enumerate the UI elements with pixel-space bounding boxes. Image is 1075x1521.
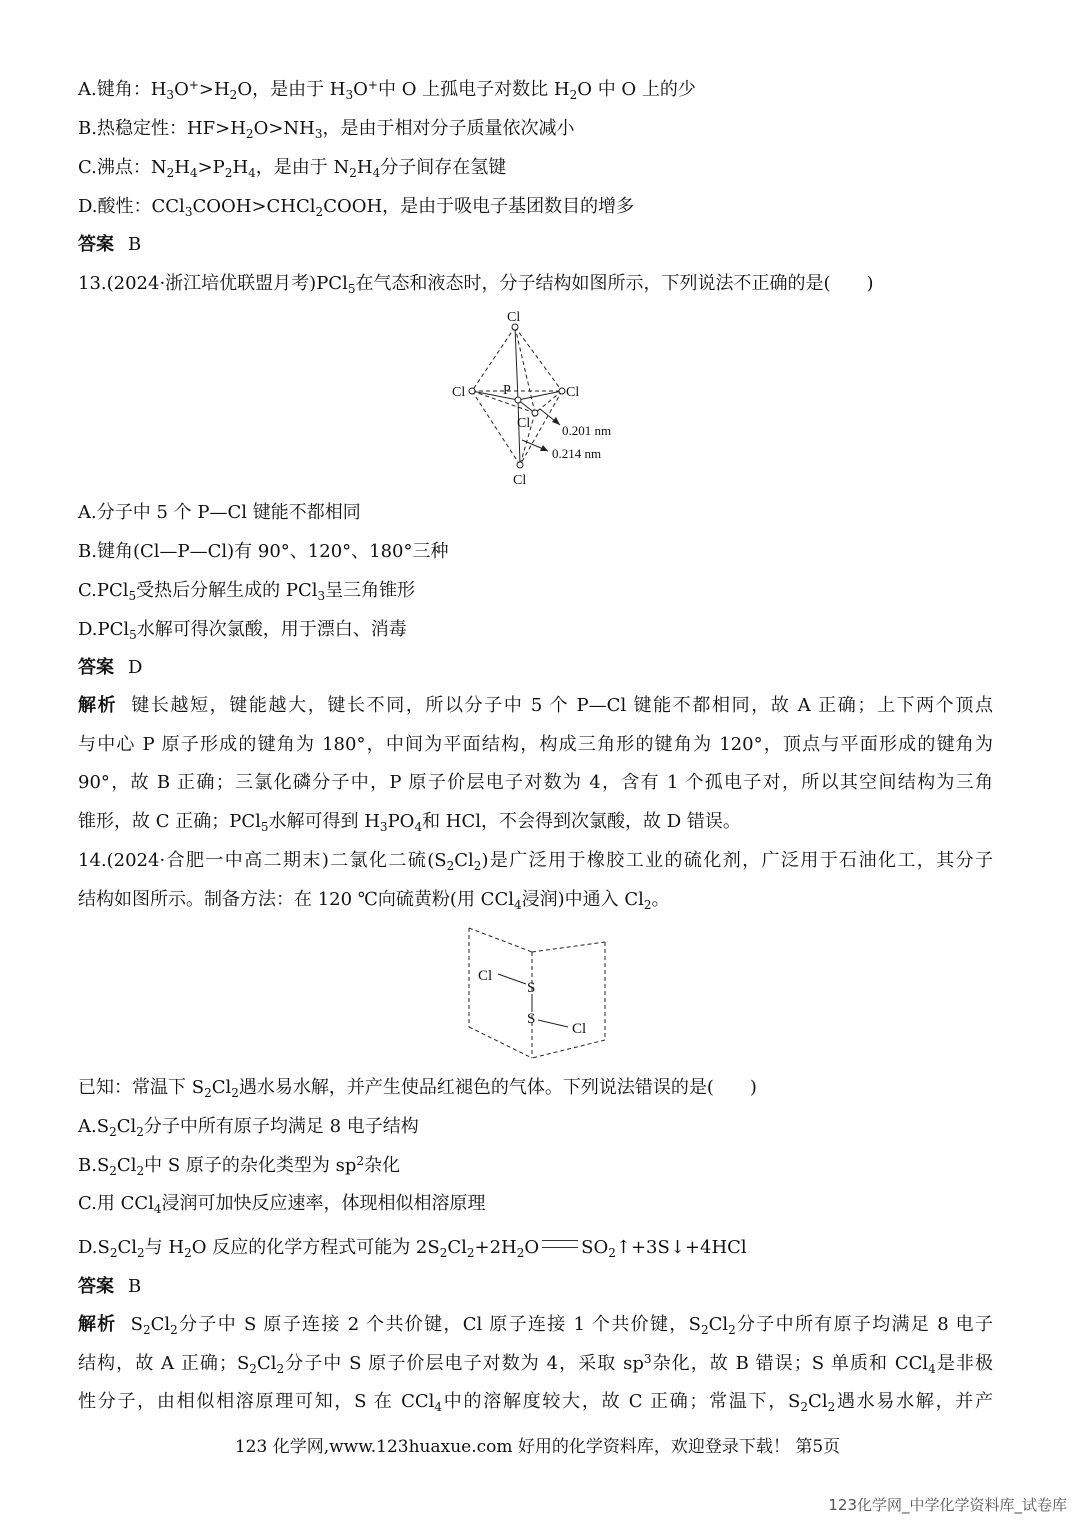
atom-label-cl-left: Cl (452, 385, 466, 400)
q14-option-d: $D.S_2Cl_2$与 $H_2O$ 反应的化学方程式可能为 $2S_2Cl_2+2H_2O$ $SO_2↑+3S↓+4HCl$ (78, 1237, 747, 1260)
atom-label-p: P (503, 383, 511, 398)
q12-option-d: D.酸性：CCl$_3$COOH>CHCl$_2$COOH，是由于吸电子基团数目的增多 (78, 196, 635, 219)
answer-value: D (128, 657, 143, 678)
q12-answer (78, 232, 141, 258)
atom-label-cl-bottom: Cl (513, 473, 527, 488)
q14-stem-line-2: 结构如图所示。制备方法：在 120 ℃向硫黄粉(用 CCl$_4$浸润)中通入 $Cl_2$。 (78, 889, 670, 912)
q14-option-a: $A.S_2Cl_2$分子中所有原子均满足 8 电子结构 (78, 1116, 419, 1139)
q13-analysis-line-2: 与中心 P 原子形成的键角为 180°，中间为平面结构，构成三角形的键角为 120°，顶点与平面形成的键角为 (78, 734, 993, 755)
q13-stem: 13.(2024·浙江培优联盟月考)PCl$_5$在气态和液态时，分子结构如图所示，下列说法不正确的是( ) (78, 273, 874, 296)
q14-stem-line-1: 14.(2024·合肥一中高二期末)二氯化二硫$(S_2Cl_2)$是广泛用于橡胶工业的硫化剂，广泛用于石油化工，其分子 (78, 850, 993, 873)
q13-option-b: B.键角(Cl—P—Cl)有 90°、120°、180°三种 (78, 541, 449, 562)
q14-analysis-line-3: 性分子，由相似相溶原理可知，S 在 CCl$_4$中的溶解度较大，故 C 正确；常温下，$S_2Cl_2$遇水易水解，并产 (78, 1391, 994, 1414)
q13-analysis-line-4: 锥形，故 C 正确；PCl$_5$水解可得到 $H_3PO_4$和 HCl，不会得到次氯酸，故 D 错误。 (78, 811, 741, 834)
q14-analysis-line-2: 结构，故 A 正确；$S_2Cl_2$分子中 S 原子价层电子对数为 4，采取 $sp^3$杂化，故 B 错误；S 单质和 CCl$_4$是非极 (78, 1352, 994, 1376)
answer-label: 答案 (78, 1276, 114, 1297)
atom-label-cl-left: Cl (478, 968, 493, 984)
q13-option-a: A.分子中 5 个 P—Cl 键能不都相同 (78, 502, 361, 523)
atom-label-cl-right: Cl (566, 385, 580, 400)
bond-length-label-1: 0.201 nm (562, 423, 612, 438)
answer-label: 答案 (78, 657, 114, 678)
answer-value: B (128, 1276, 142, 1297)
q13-answer (78, 655, 142, 681)
q13-analysis-line-3: 90°，故 B 正确；三氯化磷分子中，P 原子价层电子对数为 4，含有 1 个孤电子对，所以其空间结构为三角 (78, 772, 993, 793)
q12-option-c: C.沸点：$N_2H_4>P_2H_4$，是由于 $N_2H_4$分子间存在氢键 (78, 157, 507, 180)
answer-value: B (128, 234, 142, 255)
analysis-label: 解析 (78, 695, 118, 716)
answer-label: 答案 (78, 234, 114, 255)
atom-label-cl-right: Cl (572, 1021, 587, 1037)
atom-label-s-upper: S (527, 980, 536, 996)
q12-option-a: A.键角：$H_3O^+>H_2O$，是由于 $H_3O^+$中 O 上孤电子对数比 $H_2O$ 中 O 上的少 (78, 78, 696, 102)
q14-known: 已知：常温下 $S_2Cl_2$遇水易水解，并产生使品红褪色的气体。下列说法错误的是( ) (78, 1077, 757, 1100)
double-equals-sign (542, 1240, 578, 1248)
atom-label-cl-top: Cl (507, 310, 521, 325)
q12-option-b: B.热稳定性：$HF>H_2O>NH_3$，是由于相对分子质量依次减小 (78, 118, 575, 141)
q13-option-c: C.PCl$_5$受热后分解生成的 PCl$_3$呈三角锥形 (78, 580, 416, 603)
page-footer: 123 化学网,www.123huaxue.com 好用的化学资料库，欢迎登录下载！ 第5页 (234, 1437, 841, 1457)
pcl5-structure-figure (440, 305, 640, 490)
analysis-label: 解析 (78, 1314, 117, 1335)
s2cl2-structure-figure (460, 922, 615, 1064)
q14-answer (78, 1274, 141, 1300)
bond-length-label-2: 0.214 nm (552, 446, 602, 461)
atom-label-s-lower: S (527, 1011, 536, 1027)
q14-analysis-line-1: 解析 $S_2Cl_2$分子中 S 原子连接 2 个共价键，Cl 原子连接 1 个共价键，$S_2Cl_2$分子中所有原子均满足 8 电子 (78, 1314, 993, 1337)
atom-label-cl-front: Cl (517, 416, 531, 431)
q14-option-b: $B.S_2Cl_2$中 S 原子的杂化类型为 $sp^2$杂化 (78, 1154, 400, 1178)
site-watermark: 123化学网_中学化学资料库_试卷库 (828, 1496, 1067, 1514)
q14-option-c: C.用 CCl$_4$浸润可加快反应速率，体现相似相溶原理 (78, 1193, 486, 1216)
q13-analysis-line-1: 解析 键长越短，键能越大，键长不同，所以分子中 5 个 P—Cl 键能不都相同，故 A 正确；上下两个顶点 (78, 695, 994, 716)
q13-option-d: D.PCl$_5$水解可得次氯酸，用于漂白、消毒 (78, 619, 407, 642)
